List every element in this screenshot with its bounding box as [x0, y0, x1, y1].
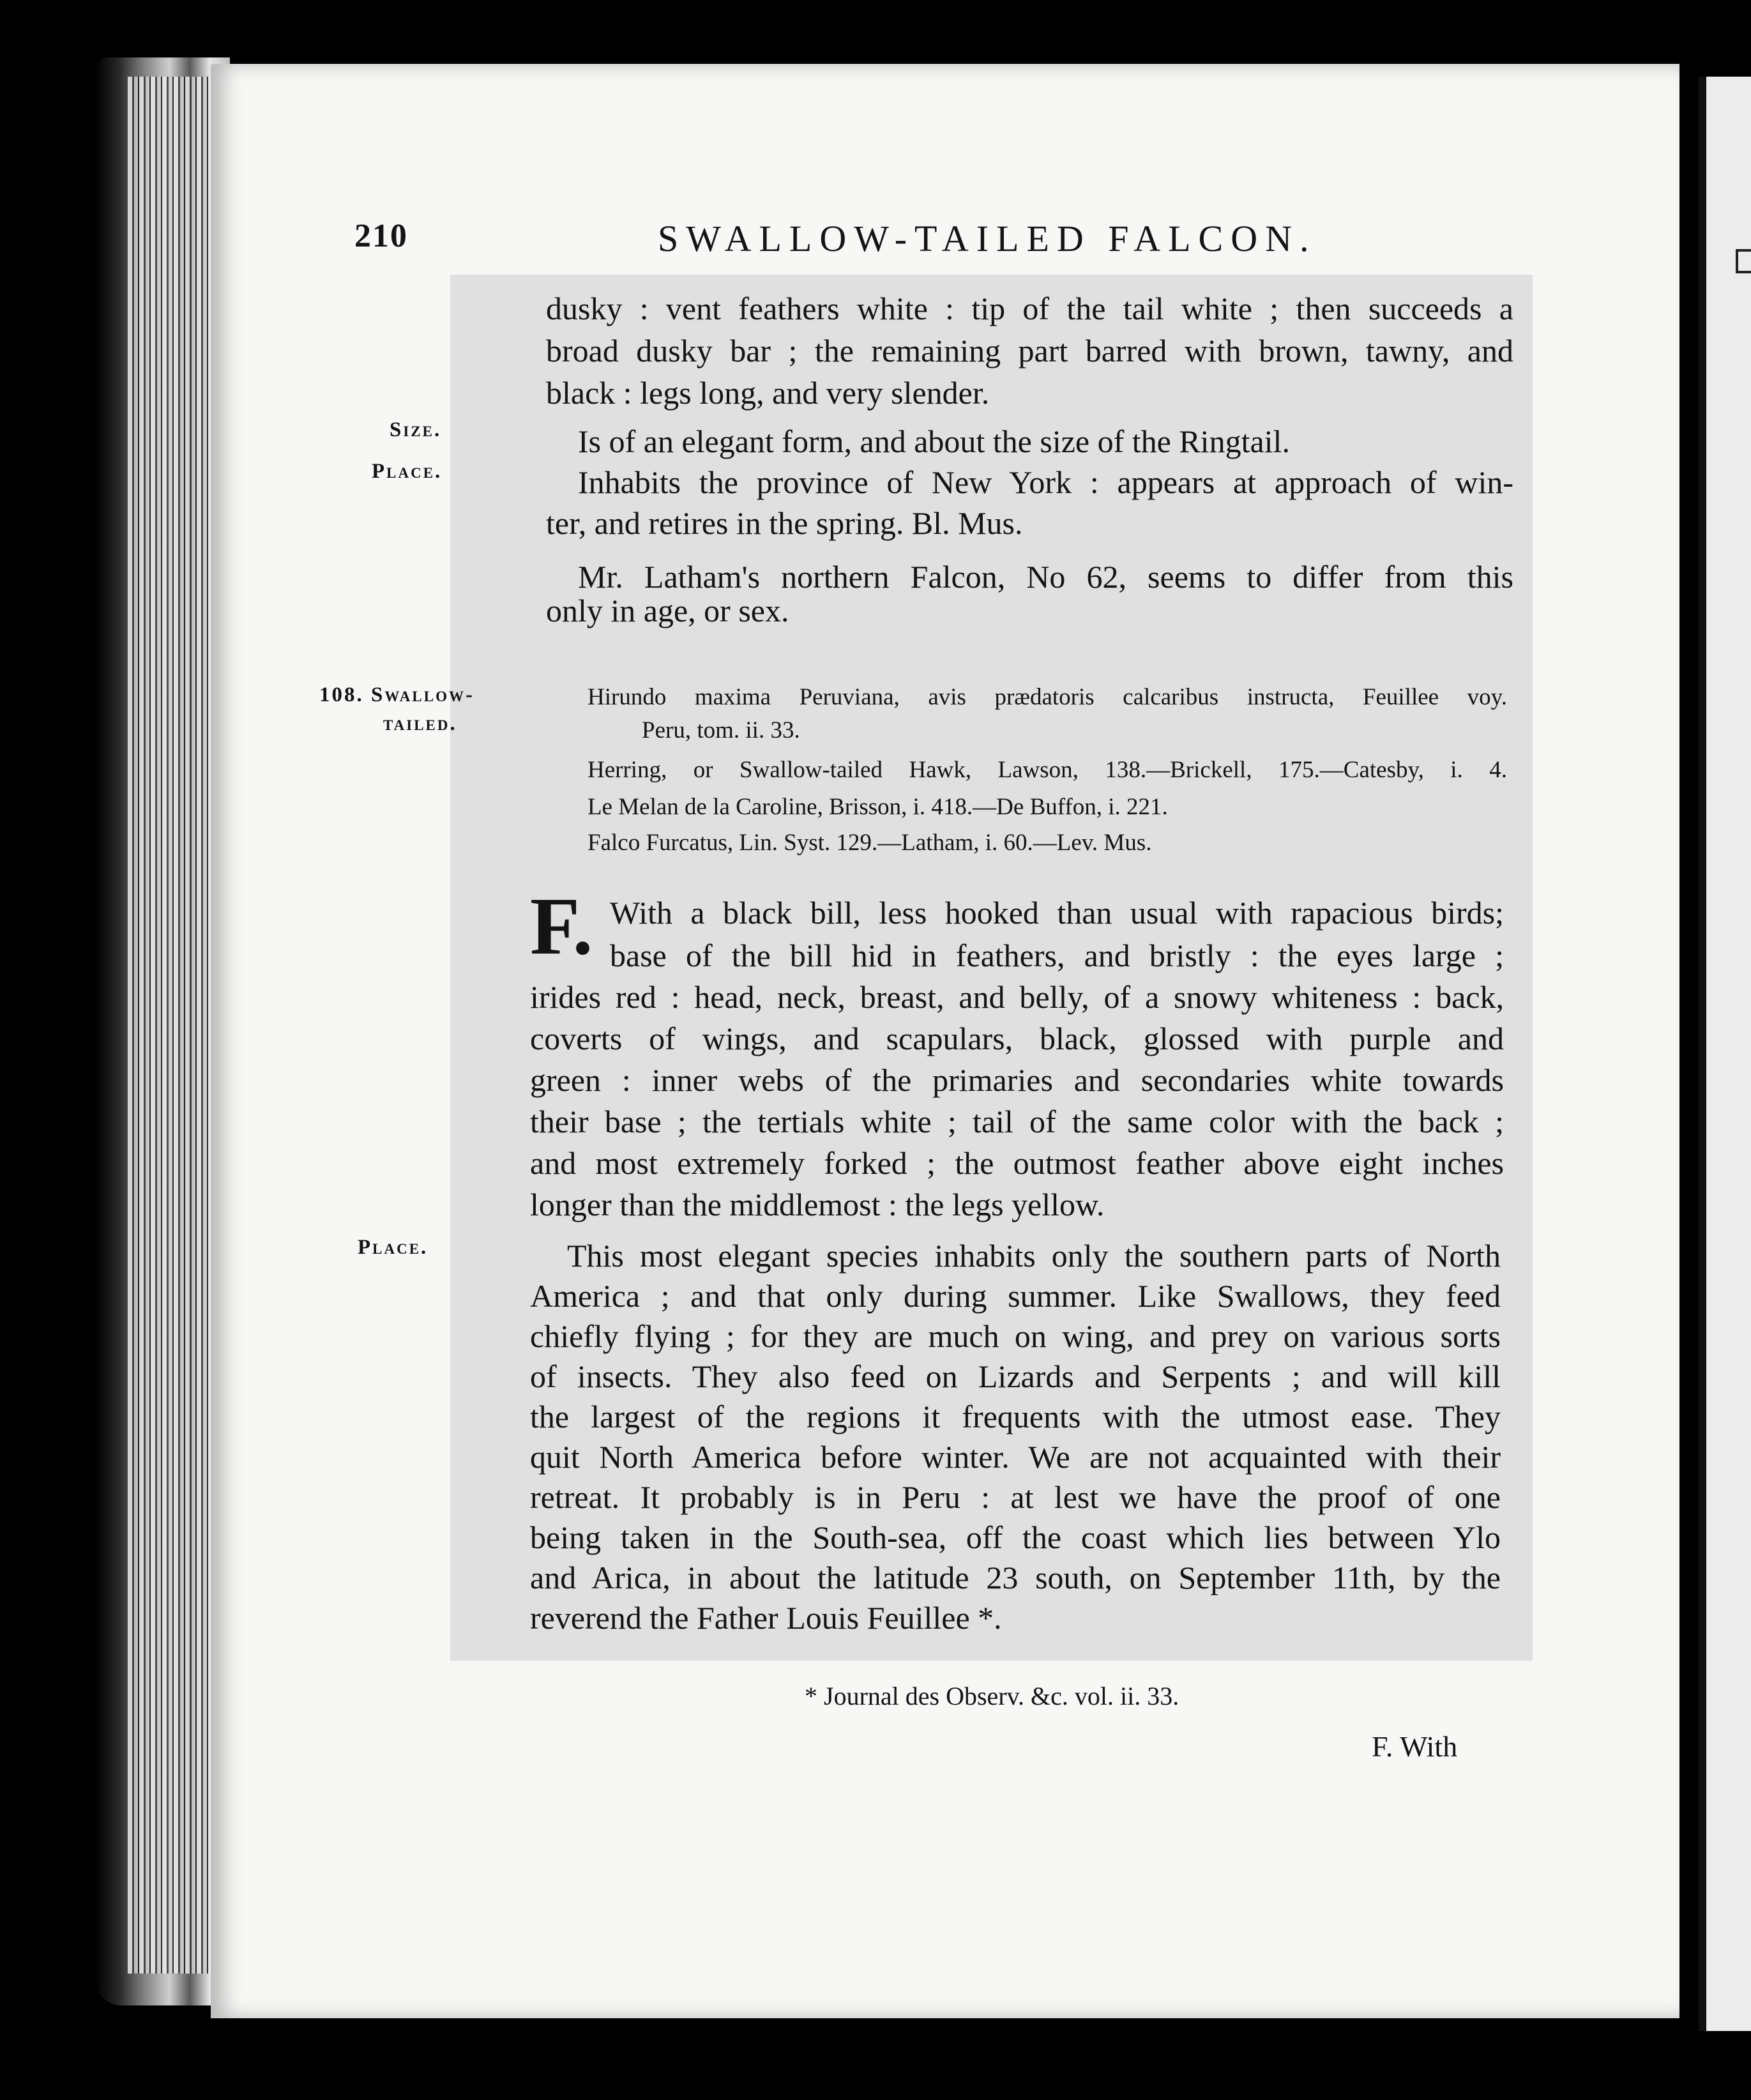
- text-line: only in age, or sex.: [546, 593, 789, 628]
- running-title: SWALLOW-TAILED FALCON.: [658, 218, 1317, 259]
- margin-note-species-name: tailed.: [383, 712, 457, 735]
- text-line: broad dusky bar ; the remaining part barred with brown, tawny, and: [546, 333, 1513, 369]
- margin-note-place: Place.: [358, 1236, 428, 1259]
- drop-cap: F.: [530, 881, 593, 971]
- size-paragraph: Is of an elegant form, and about the size of the Ringtail.: [578, 423, 1290, 459]
- text-line: This most elegant species inhabits only the southern parts of North: [567, 1238, 1501, 1274]
- margin-note-place: Place.: [372, 460, 443, 483]
- synonym-line: Falco Furcatus, Lin. Syst. 129.—Latham, i. 60.—Lev. Mus.: [587, 830, 1152, 856]
- synonym-line: Herring, or Swallow-tailed Hawk, Lawson, 138.—Brickell, 175.—Catesby, i. 4.: [587, 757, 1507, 783]
- text-line: dusky : vent feathers white : tip of the tail white ; then succeeds a: [546, 291, 1513, 326]
- synonym-line: Le Melan de la Caroline, Brisson, i. 418.—De Buffon, i. 221.: [587, 794, 1168, 820]
- facing-page-mark: [1736, 249, 1751, 273]
- text-line: ter, and retires in the spring. Bl. Mus.: [546, 505, 1023, 541]
- synonym-line: Hirundo maxima Peruviana, avis prædatoris calcaribus instructa, Feuillee voy.: [587, 684, 1507, 710]
- synonym-line: Peru, tom. ii. 33.: [642, 717, 800, 743]
- text-line: America ; and that only during summer. Like Swallows, they feed: [530, 1278, 1501, 1314]
- facing-page-edge: [1699, 77, 1751, 2031]
- text-line: chiefly flying ; for they are much on wing, and prey on various sorts: [530, 1318, 1501, 1354]
- text-line: retreat. It probably is in Peru : at lest we have the proof of one: [530, 1479, 1501, 1515]
- text-line: coverts of wings, and scapulars, black, glossed with purple and: [530, 1021, 1504, 1056]
- text-line: irides red : head, neck, breast, and belly, of a snowy whiteness : back,: [530, 979, 1504, 1015]
- text-line: the largest of the regions it frequents with the utmost ease. They: [530, 1399, 1501, 1434]
- page-number: 210: [354, 218, 408, 254]
- text-line: and most extremely forked ; the outmost feather above eight inches: [530, 1145, 1504, 1181]
- text-line: quit North America before winter. We are not acquainted with their: [530, 1439, 1501, 1475]
- text-line: and Arica, in about the latitude 23 south, on September 11th, by the: [530, 1560, 1501, 1595]
- text-line: black : legs long, and very slender.: [546, 375, 990, 411]
- text-line: With a black bill, less hooked than usual with rapacious birds;: [610, 895, 1504, 931]
- text-line: base of the bill hid in feathers, and bristly : the eyes large ;: [610, 938, 1504, 973]
- text-line: Mr. Latham's northern Falcon, No 62, seems to differ from this: [578, 559, 1513, 595]
- text-line: of insects. They also feed on Lizards and Serpents ; and will kill: [530, 1358, 1501, 1394]
- margin-note-species-number: 108. Swallow-: [319, 683, 474, 706]
- text-line: their base ; the tertials white ; tail of the same color with the back ;: [530, 1104, 1504, 1139]
- text-line: green : inner webs of the primaries and secondaries white towards: [530, 1062, 1504, 1098]
- text-line: being taken in the South-sea, off the coast which lies between Ylo: [530, 1519, 1501, 1555]
- text-line: reverend the Father Louis Feuillee *.: [530, 1600, 1002, 1636]
- catchword: F. With: [1372, 1730, 1458, 1763]
- text-line: Inhabits the province of New York : appears at approach of win-: [578, 464, 1513, 500]
- page-edges: [128, 77, 217, 1974]
- text-line: longer than the middlemost : the legs yellow.: [530, 1187, 1105, 1222]
- footnote: * Journal des Observ. &c. vol. ii. 33.: [805, 1682, 1179, 1710]
- margin-note-size: Size.: [390, 418, 442, 441]
